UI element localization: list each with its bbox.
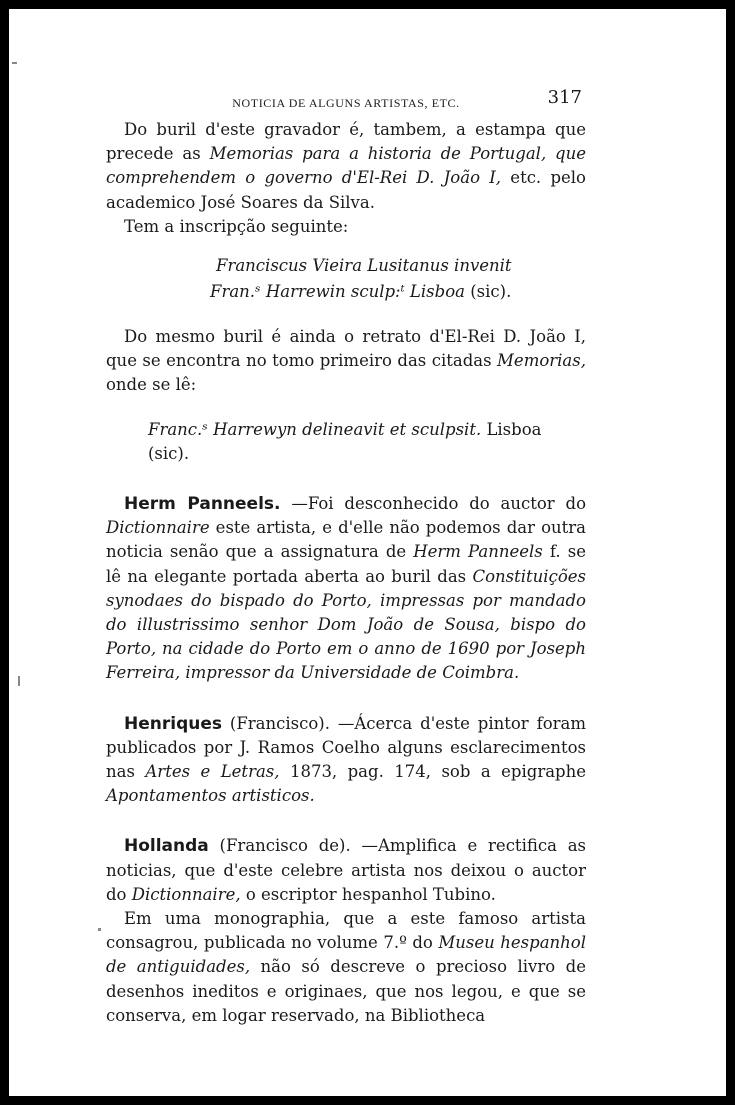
document-page <box>106 86 586 1028</box>
paragraph: Tem a inscripção seguinte: <box>124 216 349 236</box>
scan-mark <box>98 928 101 931</box>
scan-mark <box>18 676 20 686</box>
inscription-line: Franciscus Vieira Lusitanus invenit <box>216 256 512 276</box>
inscription-line: Fran.ˢ Harrewin sculp:ᵗ Lisboa (sic). <box>210 282 512 302</box>
running-title: NOTICIA DE ALGUNS ARTISTAS, ETC. <box>232 96 460 110</box>
entry-name: Henriques <box>124 713 222 734</box>
entry-name: Hollanda <box>124 836 209 857</box>
running-header <box>106 86 586 118</box>
paragraph: Do mesmo buril é ainda o retrato d'El-Rei D. João I, que se encontra no tomo primeiro das citadas Memorias, onde se lê: <box>106 327 586 395</box>
page-number: 317 <box>547 87 582 108</box>
entry-panneels: Herm Panneels. —Foi desconhecido do auctor do Dictionnaire este artista, e d'elle não podemos dar outra noticia senão que a assignatura de Herm Panneels f. se lê na elegante portada aberta ao buril das Constituições synodaes do bispado do Porto, impressas por mandado do illustrissimo senhor Dom João de Sousa, bispo do Porto, na cidade do Porto em o anno de 1690 por Joseph Ferreira, impressor da Universidade de Coimbra. <box>106 494 586 683</box>
paragraph: Em uma monographia, que a este famoso artista consagrou, publicada no volume 7.º do Museu hespanhol de antiguidades, não só descreve o precioso livro de desenhos ineditos e originaes, que nos legou, e que se conserva, em logar reservado, na Bibliotheca <box>106 909 586 1025</box>
entry-hollanda: Hollanda (Francisco de). —Amplifica e rectifica as noticias, que d'este celebre artista nos deixou o auctor do Dictionnaire, o escriptor hespanhol Tubino. <box>106 836 586 904</box>
scan-mark <box>12 62 17 64</box>
entry-henriques: Henriques (Francisco). —Ácerca d'este pintor foram publicados por J. Ramos Coelho alguns esclarecimentos nas Artes e Letras, 1873, pag. 174, sob a epigraphe Apontamentos artisticos. <box>106 713 586 806</box>
paragraph: Do buril d'este gravador é, tambem, a estampa que precede as Memorias para a historia de Portugal, que comprehendem o governo d'El-Rei D. João I, etc. pelo academico José Soares da Silva. <box>106 120 586 212</box>
entry-name: Herm Panneels. <box>124 494 281 515</box>
inscription-line: Franc.ˢ Harrewyn delineavit et sculpsit. Lisboa (sic). <box>148 419 542 463</box>
